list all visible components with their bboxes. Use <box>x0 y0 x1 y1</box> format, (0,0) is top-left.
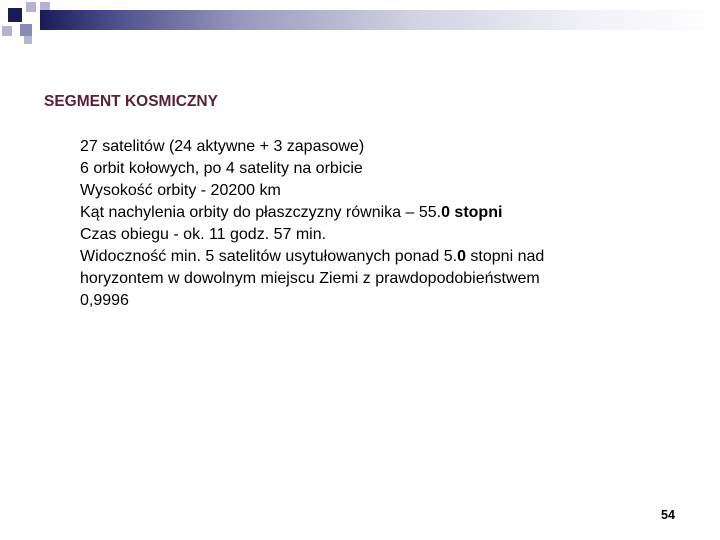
deco-square-2 <box>26 2 36 12</box>
slide-title: SEGMENT KOSMICZNY <box>44 93 218 110</box>
content-line-5: Czas obiegu - ok. 11 godz. 57 min. <box>80 226 327 243</box>
content-line-7: horyzontem w dowolnym miejscu Ziemi z prawdopodobieństwem <box>80 270 540 287</box>
slide-content <box>80 136 680 312</box>
deco-square-5 <box>20 24 32 36</box>
content-line-1: 27 satelitów (24 aktywne + 3 zapasowe) <box>80 138 365 155</box>
content-line-6-tail: stopni nad <box>465 248 545 265</box>
content-line-6 <box>80 246 680 268</box>
content-line-6-text: Widoczność min. 5 satelitów usytułowanych ponad 5. <box>80 248 458 265</box>
content-line-6-bold: 0 <box>457 248 466 265</box>
content-line-4 <box>80 202 680 224</box>
page-number: 54 <box>661 508 675 522</box>
deco-square-6 <box>24 36 32 44</box>
content-line-4-bold: 0 stopni <box>441 204 503 221</box>
content-line-8: 0,9996 <box>80 292 129 309</box>
deco-square-4 <box>2 26 12 36</box>
content-line-4-text: Kąt nachylenia orbity do płaszczyzny równika – 55. <box>80 204 442 221</box>
corner-decoration <box>0 0 720 46</box>
header-gradient-band <box>40 10 720 30</box>
content-line-3: Wysokość orbity - 20200 km <box>80 182 281 199</box>
content-line-2: 6 orbit kołowych, po 4 satelity na orbicie <box>80 160 363 177</box>
deco-square-1 <box>8 8 22 22</box>
